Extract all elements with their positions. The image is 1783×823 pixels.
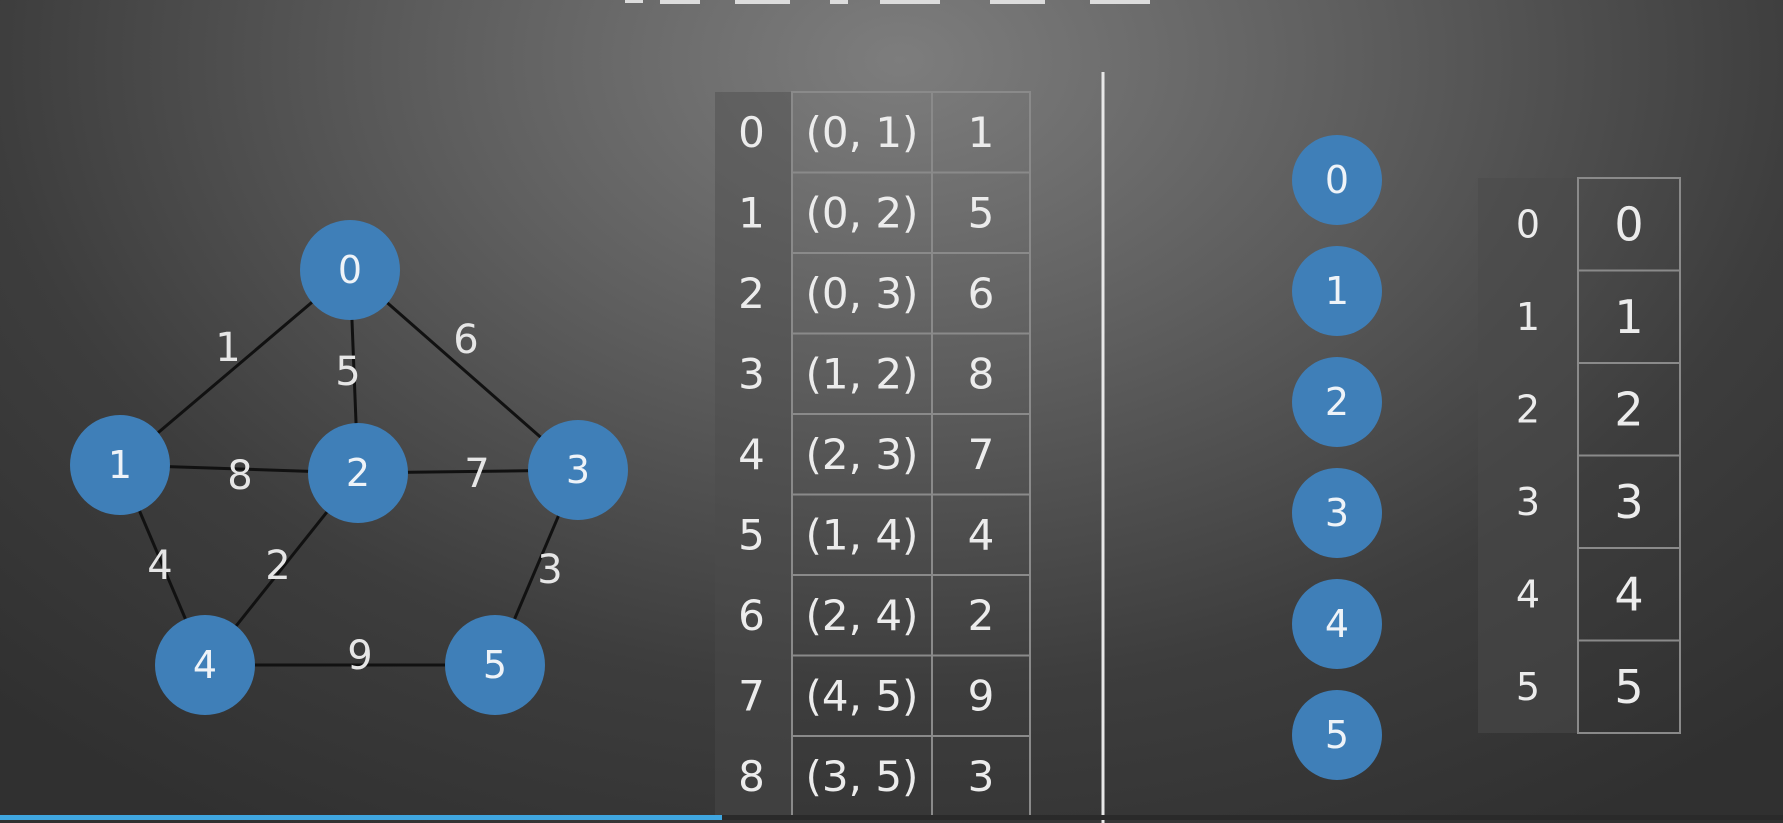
edge-table-index-0: 0 [738,107,765,157]
edge-table-edge-3: (1, 2) [805,349,919,399]
edge-table [715,92,1030,817]
edge-table-weight-1: 5 [967,188,995,238]
vertex-circle-label-5: 5 [1324,713,1350,757]
parent-table-index-4: 4 [1515,572,1541,617]
parent-table-value-4: 4 [1614,567,1644,622]
edge-table-weight-6: 2 [967,590,995,640]
cut-off-title [625,0,1150,4]
edge-table-weight-7: 9 [967,671,995,721]
edge-table-edge-1: (0, 2) [805,188,919,238]
edge-weight-3-5: 3 [537,547,563,593]
edge-weight-2-3: 7 [464,451,490,497]
vertex-circle-label-2: 2 [1324,380,1350,424]
edge-table-weight-2: 6 [967,268,995,318]
edge-table-index-4: 4 [738,429,765,479]
edge-table-index-6: 6 [738,590,765,640]
graph-node-label-0: 0 [337,248,363,292]
parent-table-index-2: 2 [1515,387,1541,432]
edge-table-index-7: 7 [738,671,765,721]
edge-table-weight-0: 1 [967,107,995,157]
edge-table-edge-4: (2, 3) [805,429,919,479]
parent-table-index-column [1478,178,1578,733]
parent-table-value-5: 5 [1614,659,1644,714]
edge-table-edge-7: (4, 5) [805,671,919,721]
edge-table-edge-5: (1, 4) [805,510,919,560]
edge-table-edge-2: (0, 3) [805,268,919,318]
parent-table-index-5: 5 [1515,664,1541,709]
parent-table-value-3: 3 [1614,474,1644,529]
graph-node-label-3: 3 [565,448,591,492]
edge-weight-0-2: 5 [335,349,361,395]
parent-table-index-0: 0 [1515,202,1541,247]
parent-table-index-3: 3 [1515,479,1541,524]
edge-weight-0-1: 1 [215,325,241,371]
edge-table-edge-8: (3, 5) [805,751,919,801]
edge-weight-0-3: 6 [453,317,479,363]
parent-table-value-1: 1 [1614,289,1644,344]
vertex-circle-label-4: 4 [1324,602,1350,646]
edge-weight-4-5: 9 [347,633,373,679]
parent-table-value-0: 0 [1614,197,1644,252]
edge-table-index-8: 8 [738,751,765,801]
edge-table-index-5: 5 [738,510,765,560]
edge-table-index-3: 3 [738,349,765,399]
edge-table-index-2: 2 [738,268,765,318]
edge-table-weight-8: 3 [967,751,995,801]
vertex-circle-label-1: 1 [1324,269,1350,313]
video-progress-fill [0,815,722,820]
edge-weight-1-4: 4 [147,543,173,589]
vertex-stack [1292,135,1382,780]
graph-node-label-1: 1 [107,443,133,487]
video-progress-bar[interactable] [0,815,1783,820]
edge-weight-1-2: 8 [227,453,253,499]
parent-table-index-1: 1 [1515,294,1541,339]
edge-weight-2-4: 2 [265,543,291,589]
vertex-circle-label-0: 0 [1324,158,1350,202]
edge-table-edge-6: (2, 4) [805,590,919,640]
edge-table-weight-3: 8 [967,349,995,399]
vertex-circle-label-3: 3 [1324,491,1350,535]
parent-table-value-2: 2 [1614,382,1644,437]
graph-node-label-2: 2 [345,451,371,495]
graph-node-label-5: 5 [482,643,508,687]
parent-table [1478,178,1680,733]
graph-node-label-4: 4 [192,643,218,687]
edge-table-index-1: 1 [738,188,765,238]
edge-table-edge-0: (0, 1) [805,107,919,157]
edge-table-weight-5: 4 [967,510,995,560]
edge-table-weight-4: 7 [967,429,995,479]
